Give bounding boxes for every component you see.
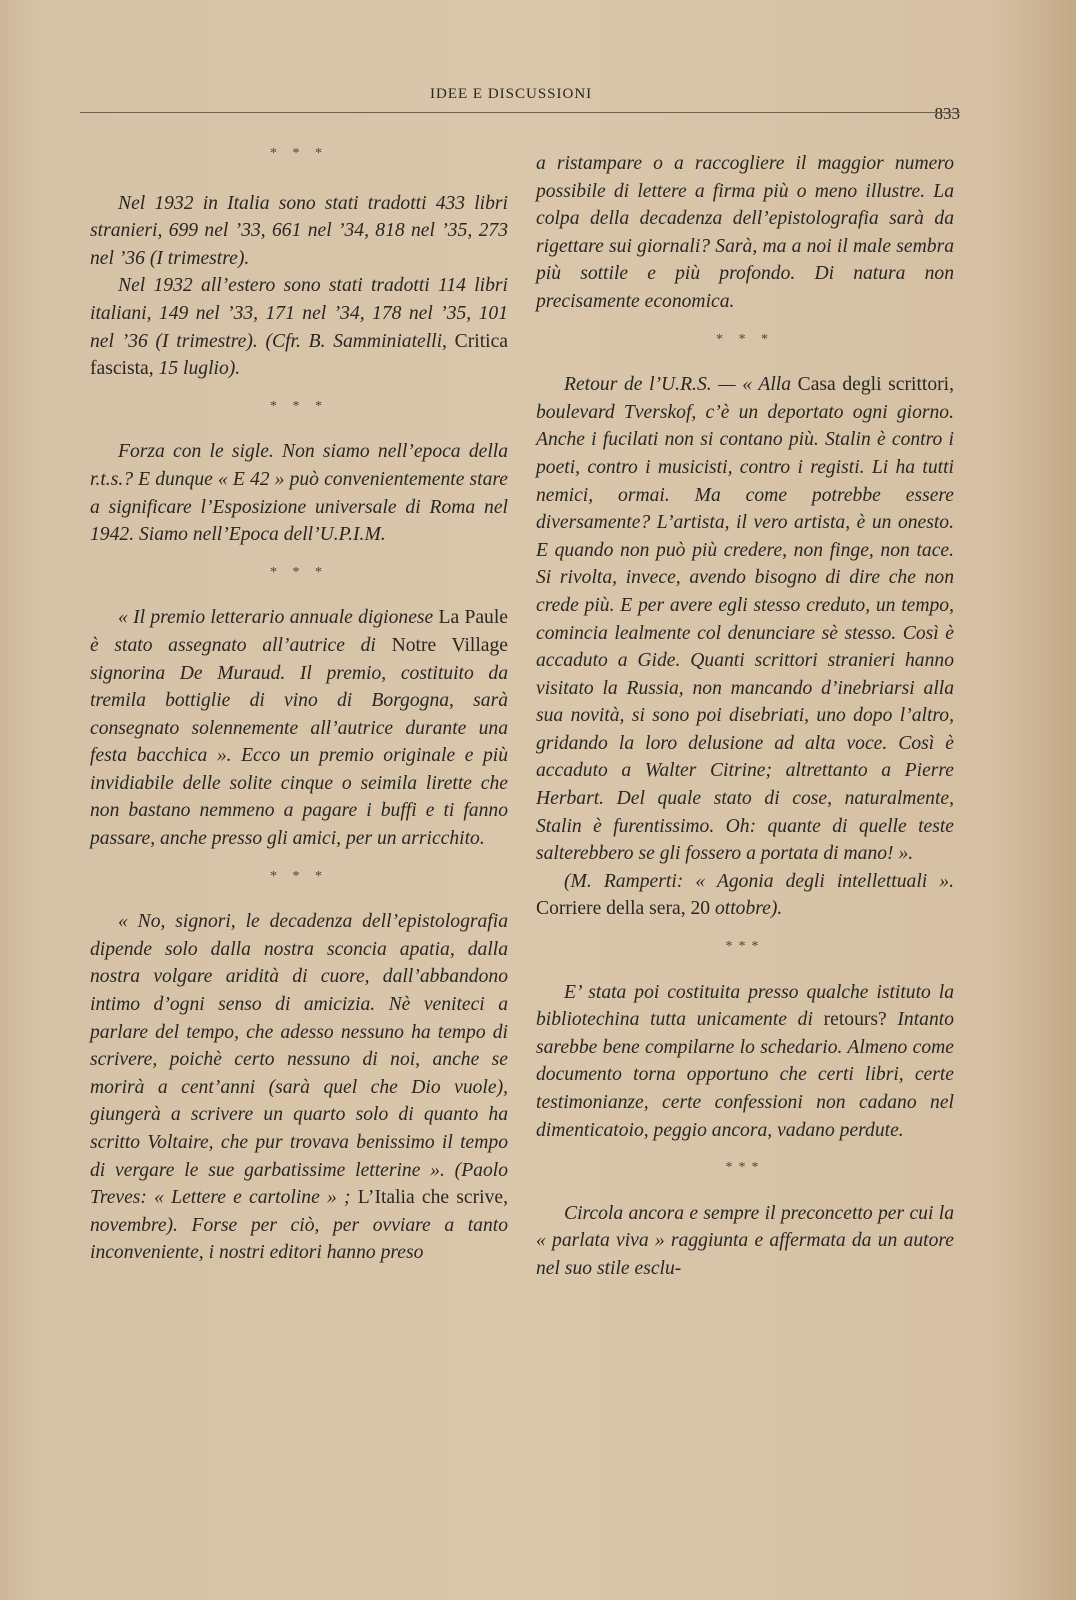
- journal-title: L’Italia che scrive,: [357, 1187, 508, 1209]
- paragraph-translations-italy: Nel 1932 in Italia sono stati tradotti 433 libri stranieri, 699 nel ’33, 661 nel ’34, 818 nel ’35, 273 nel ’36 (I trimestre).: [90, 192, 508, 269]
- citation-ramperti: [536, 868, 954, 923]
- text-run: boulevard Tverskof, c’è un deportato ogni giorno. Anche i fucilati non si contano più. Stalin è contro i poeti, contro i musicisti, contro i registi. Li ha tutti nemici, ormai. Ma come potrebbe essere diversamente? L’artista, il vero artista, è un onesto. E quando non può più credere, non finge, non tace. Si rivolta, invece, avendo bisogno di dire che non crede più. E per avere egli stesso creduto, un tempo, comincia lealmente col denunciare sè stesso. Così è accaduto a Gide. Quanti scrittori stranieri hanno visitato la Russia, non mancando d’inebriarsi alla sua novità, si sono poi disebriati, uno dopo l’altro, gridando la loro delusione ad alta voce. Così è accaduto a Walter Citrine; altrettanto a Pierre Herbart. Del quale stato di cose, naturalmente, Stalin è furentissimo. Oh: quante di quelle teste salterebbero se gli fossero a portata di mano! ».: [536, 401, 954, 865]
- text-run: E’ stata poi costituita presso qualche istituto la bibliotechina tutta unicamente di: [536, 981, 954, 1031]
- paragraph-epistolografia: [90, 908, 508, 1267]
- paragraph-bibliotechina: [536, 979, 954, 1145]
- paragraph-sigle: Forza con le sigle. Non siamo nell’epoca della r.t.s.? E dunque « E 42 » può convenientemente stare a significare l’Esposizione universale di Roma nel 1942. Siamo nell’Epoca dell’U.P.I.M.: [90, 441, 508, 546]
- paragraph-premio: [90, 604, 508, 852]
- word-retours: retours?: [823, 1009, 887, 1031]
- running-header: [80, 86, 960, 126]
- text-run: signorina De Muraud. Il premio, costituito da tremila bottiglie di vino di Borgogna, sarà consegnato solennemente all’autrice durante una festa bacchica ». Ecco un premio originale e più invidiabile delle solite cinque o seimila lirette che non bastano nemmeno a pagare i buffi e ti fanno passare, anche presso gli amici, per un arricchito.: [90, 662, 508, 850]
- title-la-paule: La Paule: [438, 607, 508, 629]
- paragraph-parlata-viva: Circola ancora e sempre il preconcetto per cui la « parlata viva » raggiunta e affermata da un autore nel suo stile esclu-: [536, 1202, 954, 1279]
- text-run: (M. Ramperti: « Agonia degli intellettuali ».: [564, 870, 954, 892]
- text-run: Nel 1932 all’estero sono stati tradotti 114 libri italiani, 149 nel ’33, 171 nel ’34, 178 nel ’35, 101 nel ’36 (I trimestre). (Cfr. B. Samminiatelli,: [90, 275, 508, 352]
- place-casa-scrittori: Casa degli scrittori,: [797, 374, 955, 396]
- journal-title: Corriere della sera, 20: [536, 898, 711, 920]
- separator: * * *: [270, 398, 328, 414]
- text-run: « Il premio letterario annuale digionese: [118, 607, 439, 629]
- header-rule: [80, 112, 960, 113]
- text-run: ottobre).: [710, 898, 783, 920]
- separator: * * *: [716, 331, 774, 347]
- separator: * * *: [270, 868, 328, 884]
- text-run: 15 luglio).: [158, 358, 241, 380]
- paragraph-retour-urs: [536, 371, 954, 868]
- separator: * * *: [270, 146, 328, 161]
- right-column: [536, 150, 954, 1283]
- separator: * * *: [270, 564, 328, 580]
- text-run: è stato assegnato all’autrice di: [90, 634, 392, 656]
- text-run: novembre). Forse per ciò, per ovviare a tanto inconveniente, i nostri editori hanno preso: [90, 1214, 508, 1264]
- text-run: « No, signori, le decadenza dell’epistolografia dipende solo dalla nostra sconcia apatia, dalla nostra volgare aridità di cuore, dall’abbandono intimo d’ogni senso di amicizia. Nè veniteci a parlare del tempo, che adesso nessuno ha tempo di scrivere, poichè certo nessuno di noi, anche se morirà a cent’anni (sarà quel che Dio vuole), giungerà a scrivere un quarto solo di quanto ha scritto Voltaire, che pur trovava benissimo il tempo di vergare le sue garbatissime letterine ». (Paolo Treves: « Lettere e cartoline » ;: [90, 911, 508, 1209]
- title-notre-village: Notre Village: [391, 634, 508, 656]
- separator: ***: [725, 1160, 765, 1176]
- page-number: 833: [934, 104, 960, 123]
- paragraph-translations-abroad: [90, 272, 508, 382]
- paragraph-continued: a ristampare o a raccogliere il maggior numero possibile di lettere a firma più o meno illustre. La colpa della decadenza dell’epistolografia sarà da rigettare sui giornali? Sarà, ma a noi il male sembra più sottile e più profondo. Di natura non precisamente economica.: [536, 153, 954, 312]
- text-run: Intanto sarebbe bene compilarne lo schedario. Almeno come documento torna opportuno che certi libri, certe testimonianze, certe confessioni non cadano nel dimenticatoio, peggio ancora, vadano perdute.: [536, 1009, 955, 1141]
- left-column: [90, 140, 508, 1267]
- section-title: IDEE E DISCUSSIONI: [430, 86, 593, 102]
- text-run: Retour de l’U.R.S. — « Alla: [564, 374, 798, 396]
- journal-title: Critica fascista,: [90, 330, 509, 380]
- separator: ***: [725, 939, 765, 955]
